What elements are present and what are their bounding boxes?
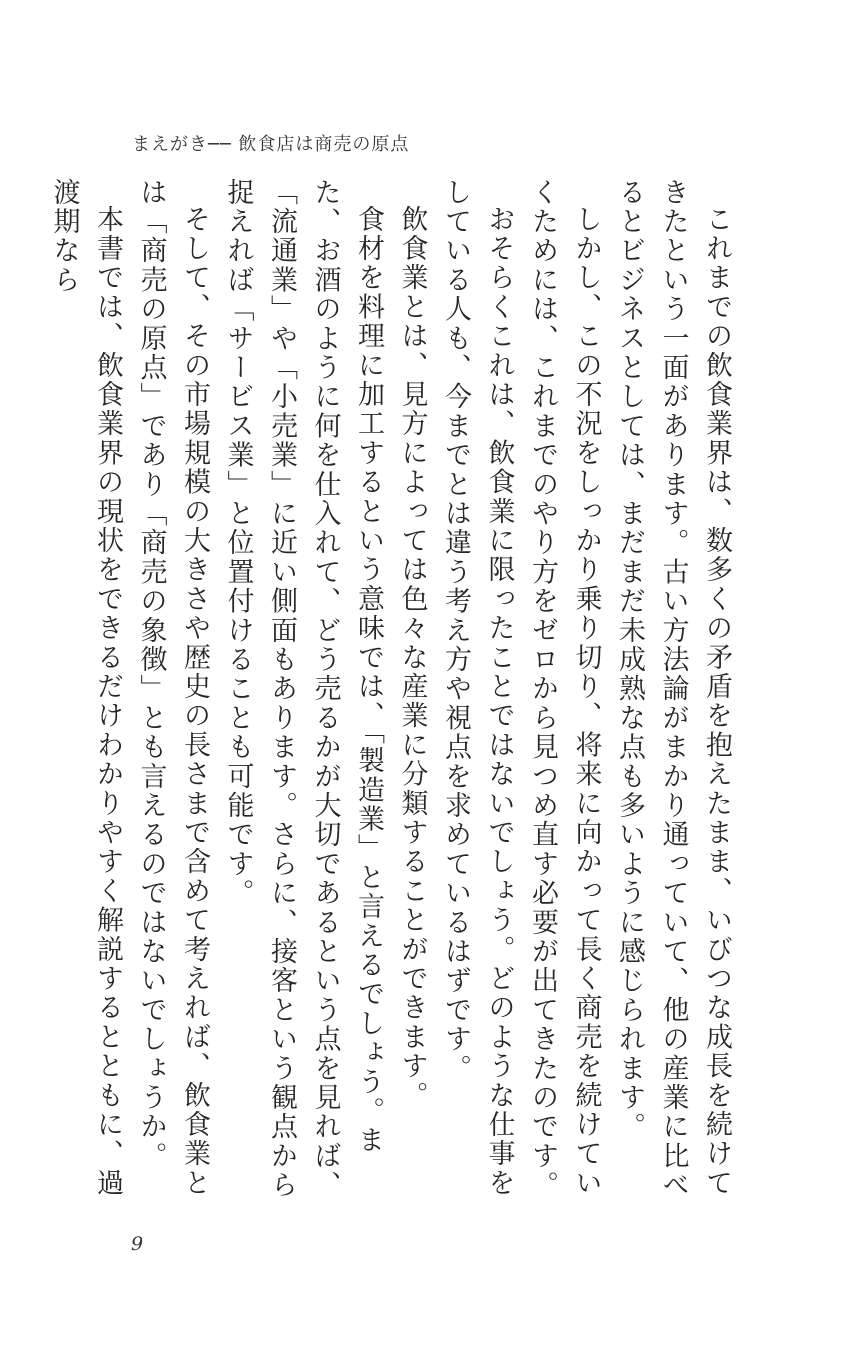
paragraph: 本書では、飲食業界の現状をできるだけわかりやすく解説するとともに、過渡期なら: [48, 178, 123, 1198]
paragraph: これまでの飲食業界は、数多くの矛盾を抱えたまま、いびつな成長を続けてきたという一面があります。古い方法論がまかり通っていて、他の産業に比べるとビジネスとしては、まだまだ未成熟な点も多いように感じられます。: [614, 178, 732, 1201]
body-text: [48, 178, 738, 1208]
running-head: まえがき── 飲食店は商売の原点: [132, 134, 410, 155]
paragraph: おそらくこれは、飲食業に限ったことではないでしょう。どのような仕事をしている人も、今までとは違う考え方や視点を求めているはずです。: [440, 178, 515, 1198]
page-number: 9: [131, 1233, 144, 1255]
paragraph: しかし、この不況をしっかり乗り切り、将来に向かって長く商売を続けていくためには、これまでのやり方をゼロから見つめ直す必要が出てきたのです。: [527, 178, 602, 1201]
paragraph: 食材を料理に加工するという意味では、「製造業」と言えるでしょう。また、お酒のように何を仕入れて、どう売るかが大切であるという点を見れば、「流通業」や「小売業」に近い側面もあります。さらに、接客という観点から捉えれば「サービス業」と位置付けることも可能です。: [222, 178, 384, 1200]
paragraph: そして、その市場規模の大きさや歴史の長さまで含めて考えれば、飲食業とは「商売の原点」であり「商売の象徴」とも言えるのではないでしょうか。: [135, 178, 210, 1198]
paragraph: 飲食業とは、見方によっては色々な産業に分類することができます。: [396, 205, 428, 1111]
